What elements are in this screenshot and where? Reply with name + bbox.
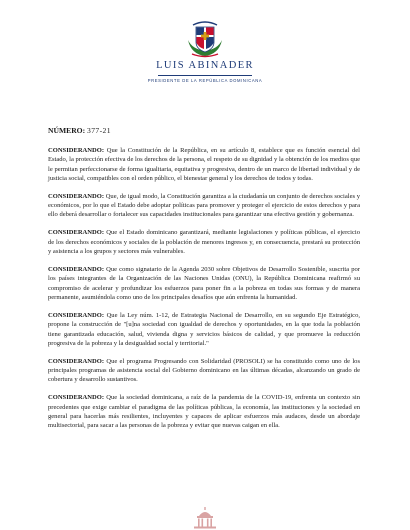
header-divider <box>158 75 252 76</box>
considerando-lead: CONSIDERANDO: <box>48 192 105 200</box>
considerando-text: Que el Estado dominicano garantizará, mediante legislaciones y políticas públicas, el ejercicio de los derechos económicos y sociales de la población de menores ingresos y, en consecuencia, prestará su protección y asistencia a los grupos y sectores más vulnerables. <box>48 229 360 256</box>
considerando-paragraph <box>48 357 360 385</box>
considerando-lead: CONSIDERANDO: <box>48 266 105 274</box>
considerando-lead: CONSIDERANDO: <box>48 311 105 319</box>
considerando-text: Que el programa Progresando con Solidaridad (PROSOLI) se ha constituido como uno de los principales programas de asistencia social del Gobierno dominicano en las últimas décadas, alcanzando un grado de cobertura y desarrollo sustantivos. <box>48 357 360 384</box>
president-title: PRESIDENTE DE LA REPÚBLICA DOMINICANA <box>147 78 263 83</box>
decree-number-label: NÚMERO: <box>48 126 86 135</box>
president-name: LUIS ABINADER <box>156 60 254 71</box>
considerando-lead: CONSIDERANDO: <box>48 394 105 402</box>
decree-body <box>48 146 360 439</box>
palace-emblem-icon <box>191 506 219 530</box>
considerando-paragraph <box>48 265 360 302</box>
decree-number <box>48 126 111 135</box>
considerando-paragraph <box>48 393 360 430</box>
considerando-paragraph <box>48 192 360 220</box>
considerando-paragraph <box>48 228 360 256</box>
considerando-lead: CONSIDERANDO: <box>48 147 105 154</box>
considerando-text: Que la sociedad dominicana, a raíz de la pandemia de la COVID-19, enfrenta un contexto sin precedentes que exige cambiar el paradigma de las políticas públicas, la economía, las instituciones y la sociedad en general para hacerlas más resilientes, incluyentes y capaces de aplicar esfuerzos más audaces, desde un abordaje multisectorial, para sacar a las personas de la pobreza y evitar que nuevas caigan en ella. <box>48 394 360 430</box>
considerando-text: Que, de igual modo, la Constitución garantiza a la ciudadanía un conjunto de derechos sociales y económicos, por lo que el Estado debe adoptar políticas para promover y proteger el ejercicio de estos derechos y para ello deberá desarrollar o fortalecer sus capacidades institucionales para garantizar una efectiva gestión y gobernanza. <box>48 192 360 219</box>
considerando-text: Que la Constitución de la República, en su artículo 8, establece que es función esencial del Estado, la protección efectiva de los derechos de la persona, el respeto de su dignidad y la obtención de los medios que le permitan perfeccionarse de forma igualitaria, equitativa y progresiva, dentro de un marco de libertad individual y de justicia social, compatibles con el orden público, el bienestar general y los derechos de todos y todas. <box>48 147 360 182</box>
considerando-paragraph <box>48 146 360 183</box>
considerando-text: Que como signatario de la Agenda 2030 sobre Objetivos de Desarrollo Sostenible, suscrita por los países integrantes de la Organización de las Naciones Unidas (ONU), la República Dominicana reafirmó su compromiso de acelerar y profundizar los esfuerzos para poner fin a la pobreza en todas sus formas y de manera permanente, asumiéndola como uno de los principales desafíos que aún enfrenta la humanidad. <box>48 266 360 301</box>
decree-number-value: 377-21 <box>87 126 111 135</box>
considerando-lead: CONSIDERANDO: <box>48 229 105 237</box>
considerando-text: Que la Ley núm. 1-12, de Estrategia Nacional de Desarrollo, en su segundo Eje Estratégico, propone la construcción de "[u]na sociedad con igualdad de derechos y oportunidades, en la que toda la población tiene garantizada educación, salud, vivienda digna y servicios básicos de calidad, y que promueve la reducción progresiva de la pobreza y la desigualdad social y territorial." <box>48 311 360 347</box>
coat-of-arms-icon <box>185 18 225 58</box>
considerando-paragraph <box>48 311 360 348</box>
considerando-lead: CONSIDERANDO: <box>48 357 105 365</box>
